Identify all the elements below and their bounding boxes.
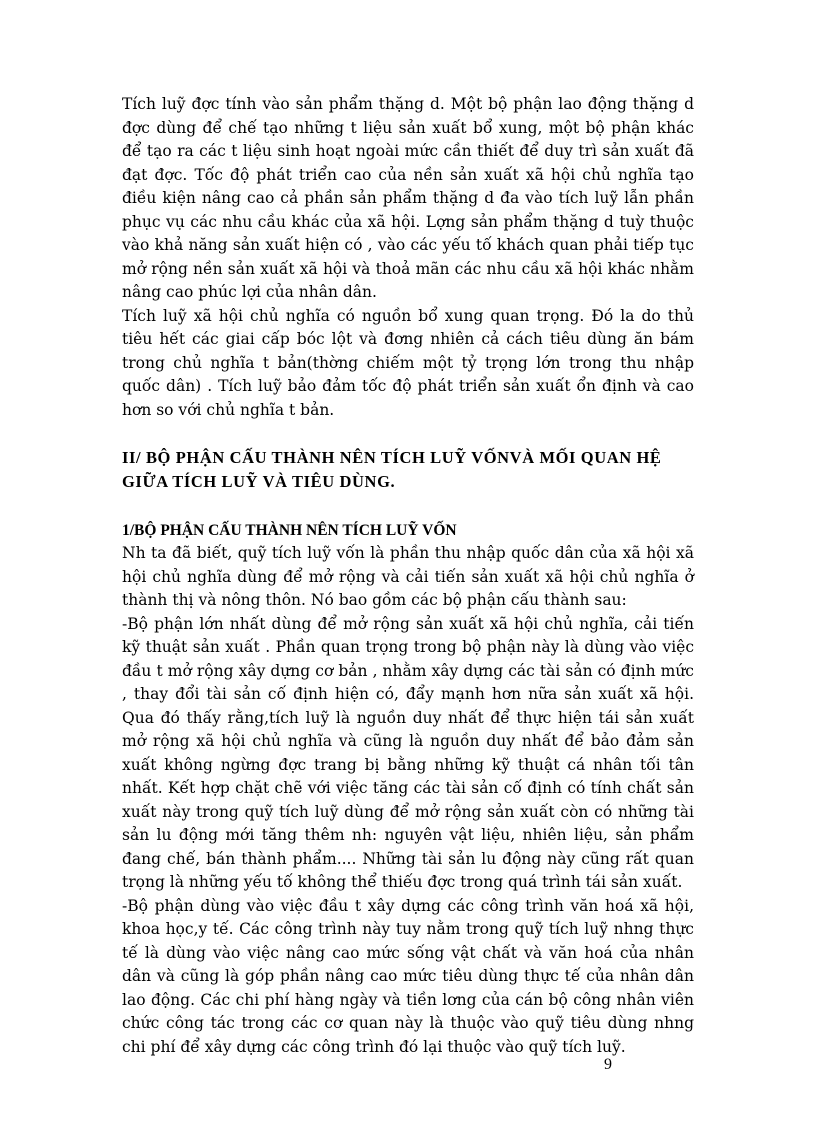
page-number: 9	[604, 1056, 612, 1073]
subsection-heading: 1/BỘ PHẬN CẤU THÀNH NÊN TÍCH LUỸ VỐN	[122, 522, 457, 539]
paragraph-largest-component: -Bộ phận lớn nhất dùng để mở rộng sản xuất xã hội chủ nghĩa, cải tiến kỹ thuật sản xuất . Phần quan trọng trong bộ phận này là dùng vào việc đầu t mở rộng xây dựng cơ bản , nhằm xây dựng các tài sản có định mức , thay đổi tài sản cố định hiện có, đẩy mạnh hơn nữa sản xuất xã hội. Qua đó thấy rằng,tích luỹ là nguồn duy nhất để thực hiện tái sản xuất mở rộng xã hội chủ nghĩa và cũng là nguồn duy nhất để bảo đảm sản xuất không ngừng đợc trang bị bằng những kỹ thuật cá nhân tối tân nhất. Kết hợp chặt chẽ với việc tăng các tài sản cố định có tính chất sản xuất này trong quỹ tích luỹ dùng để mở rộng sản xuất còn có những tài sản lu động mới tăng thêm nh: nguyên vật liệu, nhiên liệu, sản phẩm đang chế, bán thành phẩm.... Những tài sản lu động này cũng rất quan trọng là những yếu tố không thể thiếu đợc trong quá trình tái sản xuất.	[122, 614, 694, 891]
document-body	[122, 93, 694, 1059]
paragraph-capital-fund-intro: Nh ta đã biết, quỹ tích luỹ vốn là phần thu nhập quốc dân của xã hội xã hội chủ nghĩa dùng để mở rộng và cải tiến sản xuất xã hội chủ nghĩa ở thành thị và nông thôn. Nó bao gồm các bộ phận cấu thành sau:	[122, 544, 694, 609]
paragraph-surplus-product: Tích luỹ đợc tính vào sản phẩm thặng d. Một bộ phận lao động thặng d đợc dùng để chế tạo những t liệu sản xuất bổ xung, một bộ phận khác để tạo ra các t liệu sinh hoạt ngoài mức cần thiết để duy trì sản xuất đã đạt đợc. Tốc độ phát triển cao của nền sản xuất xã hội chủ nghĩa tạo điều kiện nâng cao cả phần sản phẩm thặng d đa vào tích luỹ lẫn phần phục vụ các nhu cầu khác của xã hội. Lợng sản phẩm thặng d tuỳ thuộc vào khả năng sản xuất hiện có , vào các yếu tố khách quan phải tiếp tục mở rộng nền sản xuất xã hội và thoả mãn các nhu cầu xã hội khác nhằm nâng cao phúc lợi của nhân dân.	[122, 95, 694, 301]
paragraph-cultural-investment: -Bộ phận dùng vào việc đầu t xây dựng các công trình văn hoá xã hội, khoa học,y tế. Các công trình này tuy nằm trong quỹ tích luỹ nhng thực tế là dùng vào việc nâng cao mức sống vật chất và văn hoá của nhân dân và cũng là góp phần nâng cao mức tiêu dùng thực tế của nhân dân lao động. Các chi phí hàng ngày và tiền lơng của cán bộ công nhân viên chức công tác trong các cơ quan này là thuộc vào quỹ tiêu dùng nhng chi phí để xây dựng các công trình đó lại thuộc vào quỹ tích luỹ.	[122, 896, 694, 1056]
paragraph-socialist-accumulation: Tích luỹ xã hội chủ nghĩa có nguồn bổ xung quan trọng. Đó la do thủ tiêu hết các giai cấp bóc lột và đơng nhiên cả cách tiêu dùng ăn bám trong chủ nghĩa t bản(thờng chiếm một tỷ trọng lớn trong thu nhập quốc dân) . Tích luỹ bảo đảm tốc độ phát triển sản xuất ổn định và cao hơn so với chủ nghĩa t bản.	[122, 306, 694, 419]
section-heading: II/ BỘ PHẬN CẤU THÀNH NÊN TÍCH LUỸ VỐNVÀ MỐI QUAN HỆ GIỮA TÍCH LUỸ VÀ TIÊU DÙNG.	[122, 448, 662, 491]
